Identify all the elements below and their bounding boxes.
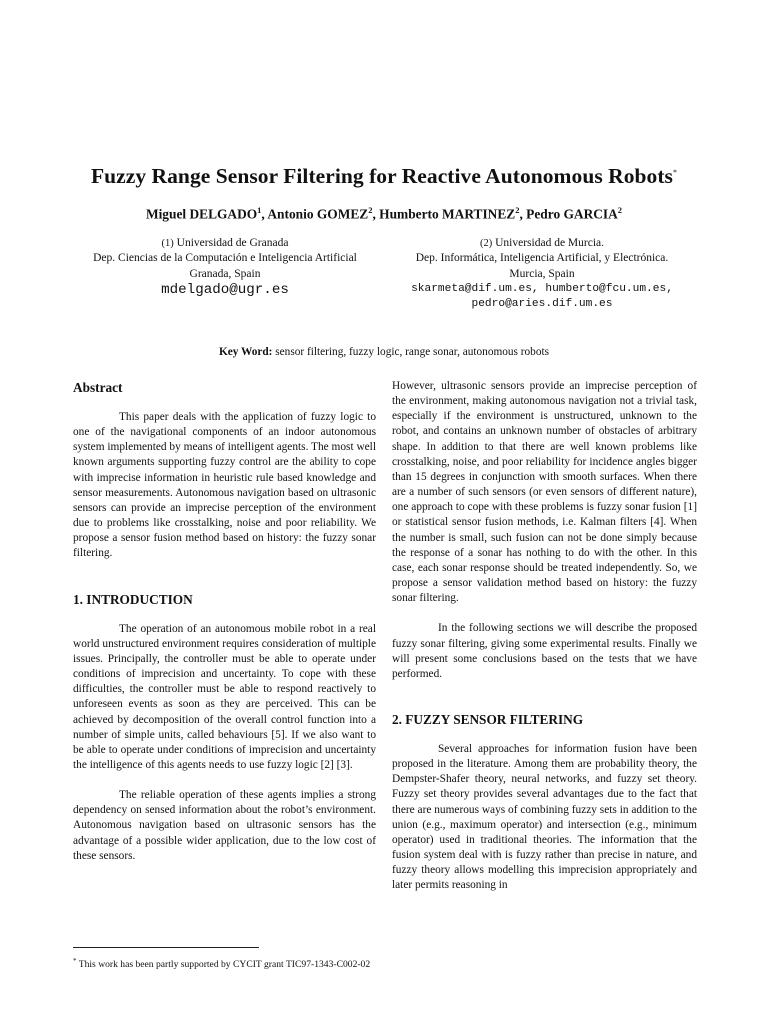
affiliation-institution: Universidad de Granada	[176, 237, 289, 249]
affiliation-email: skarmeta@dif.um.es, humberto@fcu.um.es,	[411, 282, 673, 295]
keywords-label: Key Word:	[218, 346, 273, 358]
author-affiliation-mark: 1	[257, 205, 262, 215]
right-column	[392, 379, 697, 894]
body-paragraph: In the following sections we will describe the proposed fuzzy sonar filtering, giving some experimental results. Finally we will present some conclusions based on the tests that we have performed.	[392, 622, 697, 680]
left-column	[73, 380, 376, 864]
section-2-heading: 2. FUZZY SENSOR FILTERING	[392, 711, 584, 727]
author-name: Miguel DELGADO	[145, 206, 258, 222]
author-affiliation-mark: 2	[368, 205, 373, 215]
author-affiliation-mark: 2	[617, 205, 623, 215]
introduction-paragraph: The reliable operation of these agents implies a strong dependency on sensed information about the robot’s environment. Autonomous navigation based on ultrasonic sensors has the advantage of a possible wider application, due to the low cost of these sensors.	[73, 789, 376, 862]
title-footnote-mark: *	[672, 167, 678, 177]
affiliation-location: Murcia, Spain	[509, 267, 575, 280]
footnote-rule	[73, 947, 259, 948]
affiliation-department: Dep. Ciencias de la Computación e Inteligencia Artificial	[93, 252, 357, 265]
keywords-line	[0, 346, 768, 358]
introduction-heading: 1. INTRODUCTION	[73, 591, 193, 607]
affiliation-number: (2)	[479, 238, 493, 249]
author-affiliation-mark: 2	[515, 205, 520, 215]
author-name: Humberto MARTINEZ	[379, 206, 516, 222]
author-name: Antonio GOMEZ	[267, 206, 369, 222]
affiliation-number: (1)	[161, 238, 174, 249]
paper-title	[0, 164, 768, 189]
footnote-text: This work has been partly supported by CYCIT grant TIC97-1343-C002-02	[78, 959, 371, 971]
affiliation-email: mdelgado@ugr.es	[161, 281, 289, 298]
body-paragraph: However, ultrasonic sensors provide an imprecise perception of the environment, making autonomous navigation not a trivial task, especially if the environment is unstructured, unknown to the robot, and contains an unknown number of obstacles of arbitrary shape. In addition to that there are well known problems like crosstalking, noise, and poor reliability for incidence angles bigger than 15 degrees in conjunction with smooth surfaces. When there are a number of such sensors (or even sensors of different nature), one approach to cope with these problems is fuzzy sonar fusion [1] or statistical sensor fusion methods, i.e. Kalman filters [4]. When the number is small, such fusion can not be done simply because the response of a sonar has nothing to do with the other. In this case, each sonar response should be treated independently. So, we propose a sensor validation method based on history: the fuzzy sonar filtering.	[392, 380, 697, 605]
abstract-paragraph: This paper deals with the application of fuzzy logic to one of the navigational components of an indoor autonomous system implemented by means of intelligent agents. The most well known arguments supporting fuzzy control are the ability to cope with imprecise information in heuristic rule based knowledge and sensor measurements. Autonomous navigation based on ultrasonic sensors can provide an imprecise perception of the environment due to problems like crosstalking, noise and poor reliability. We propose a sensor fusion method based on history: the fuzzy sonar filtering.	[73, 411, 376, 560]
author-list: Miguel DELGADO$^1$, Antonio GOMEZ$^2$, Humberto MARTINEZ$^2$, Pedro GARCIA$^2$	[145, 205, 623, 222]
author-name: Pedro GARCIA	[526, 206, 618, 222]
footnote-mark: *	[73, 957, 77, 965]
body-paragraph: Several approaches for information fusion have been proposed in the literature. Among them are probability theory, the Dempster-Shafer theory, neural networks, and fuzzy set theory. Fuzzy set theory provides several advantages due to the fact that there are numerous ways of combining fuzzy sets in addition to the union (e.g., maximum operator) and intersection (e.g., minimum operator) used in traditional theories. The information that the fusion system deal with is fuzzy rather than precise in nature, and fuzzy theory allows modelling this imprecision appropriately and later permits reasoning in	[392, 742, 697, 892]
affiliation-2	[386, 236, 698, 312]
affiliation-institution: Universidad de Murcia.	[495, 237, 605, 249]
abstract-heading: Abstract	[73, 380, 123, 395]
introduction-paragraph: The operation of an autonomous mobile robot in a real world unstructured environment requires consideration of multiple issues. Principally, the controller must be able to operate under conditions of imprecision and uncertainty. To cope with these difficulties, the controller must be able to respond reactively to unforeseen events as soon as they are perceived. This can be achieved by decomposition of the overall control function into a number of simple units, called behaviours [5]. If we also want to be able to operate under conditions of imprecision and uncertainty the intelligence of this agents needs to use fuzzy logic [2] [3].	[73, 622, 376, 771]
title-text: Fuzzy Range Sensor Filtering for Reactive Autonomous Robots	[90, 164, 673, 188]
affiliation-email: pedro@aries.dif.um.es	[471, 298, 613, 311]
affiliation-1	[70, 236, 380, 299]
affiliation-department: Dep. Informática, Inteligencia Artificial, y Electrónica.	[415, 252, 669, 265]
footnote	[73, 957, 370, 970]
keywords-text: sensor filtering, fuzzy logic, range sonar, autonomous robots	[275, 346, 550, 358]
affiliation-location: Granada, Spain	[189, 267, 261, 280]
